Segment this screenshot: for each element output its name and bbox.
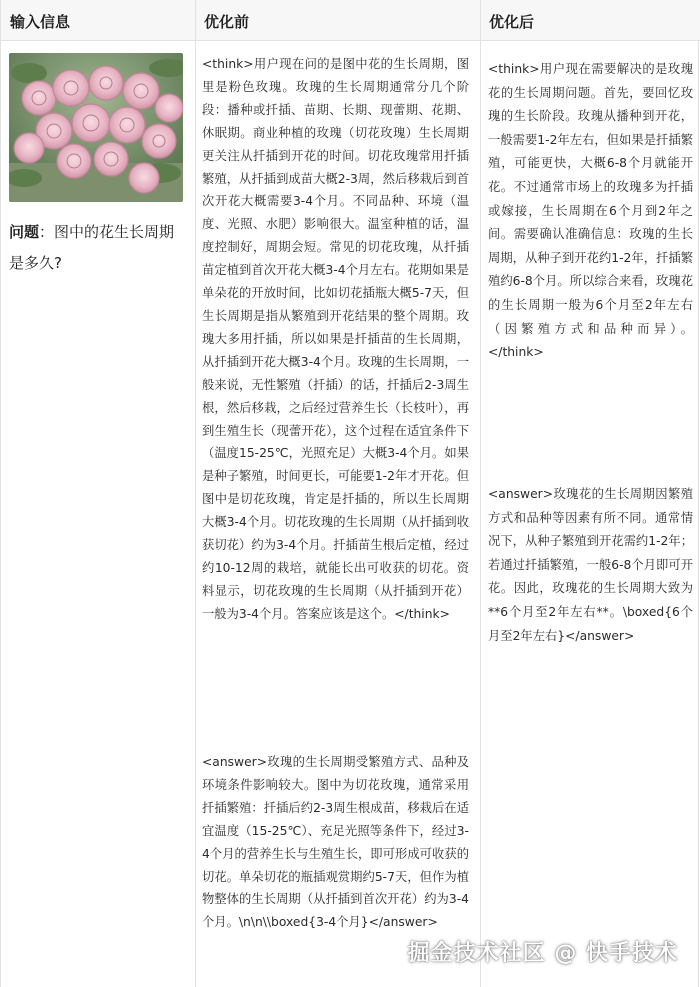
after-think-text: <think>用户现在需要解决的是玫瑰花的生长周期问题。首先，要回忆玫瑰的生长阶段。玫瑰从播种到开花，一般需要1-2年左右，但如果是扦插繁殖，可能更快，大概6-8个月就能开花。不过通常市场上的玫瑰多为扦插或嫁接，生长周期在6个月到2年之间。需要确认准确信息：玫瑰的生长周期，从种子到开花约1-2年，扦插繁殖约6-8个月。所以综合来看，玫瑰花的生长周期一般为6个月至2年左右（因繁殖方式和品种而异）。</think> [488,62,693,360]
question-label: 问题 [9,223,40,241]
header-input: 输入信息 [10,13,71,31]
after-answer-text: <answer>玫瑰花的生长周期因繁殖方式和品种等因素有所不同。通常情况下，从种子繁殖到开花需约1-2年；若通过扦插繁殖，一般6-8个月即可开花。因此，玫瑰花的生长周期大致为**6个月至2年左右**。\boxed{6个月至2年左右}</answer> [488,487,693,643]
before-think-text: <think>用户现在问的是图中花的生长周期，图里是粉色玫瑰。玫瑰的生长周期通常分几个阶段：播种或扦插、苗期、长期、现蕾期、花期、休眠期。商业种植的玫瑰（切花玫瑰）生长周期更关注从扦插到开花的时间。切花玫瑰常用扦插繁殖，从扦插到成苗大概2-3周，然后移栽后到首次开花大概需要3-4个月。不同品种、环境（温度、光照、水肥）影响很大。温室种植的话，温度控制好，周期会短。常见的切花玫瑰，从扦插苗定植到首次开花大概3-4个月左右。花期如果是单朵花的开放时间，比如切花插瓶大概5-7天，但生长周期是指从繁殖到开花结果的整个周期。玫瑰大多用扦插，所以如果是扦插苗的生长周期，从扦插到开花大概3-4个月。玫瑰的生长周期，一般来说，无性繁殖（扦插）的话，扦插后2-3周生根，然后移栽，之后经过营养生长（长枝叶），再到生殖生长（现蕾开花），这个过程在适宜条件下（温度15-25℃，光照充足）大概3-4个月。如果是种子繁殖，时间更长，可能要1-2年才开花。但图中是切花玫瑰，肯定是扦插的，所以生长周期大概3-4个月。切花玫瑰的生长周期（从扦插到收获切花）约为3-4个月。扦插苗生根后定植，经过约10-12周的栽培，就能长出可收获的切花。资料显示，切花玫瑰的生长周期（从扦插到开花）一般为3-4个月。答案应该是这个。</think> [202,57,469,621]
header-before: 优化前 [204,13,250,31]
header-after: 优化后 [489,13,535,31]
rose-photo [9,53,183,202]
before-answer-text: <answer>玫瑰的生长周期受繁殖方式、品种及环境条件影响较大。图中为切花玫瑰，通常采用扦插繁殖：扦插后约2-3周生根成苗，移栽后在适宜温度（15-25℃）、充足光照等条件下，经过3-4个月的营养生长与生殖生长，即可形成可收获的切花。单朵切花的瓶插观赏期约5-7天，但作为植物整体的生长周期（从扦插到首次开花）约为3-4个月。\n\n\\boxed{3-4个月}</answer> [202,755,469,930]
input-question [9,217,185,279]
source-watermark: 掘金技术社区 @ 快手技术 [407,941,678,966]
question-text: ：图中的花生长周期是多久? [9,223,175,272]
